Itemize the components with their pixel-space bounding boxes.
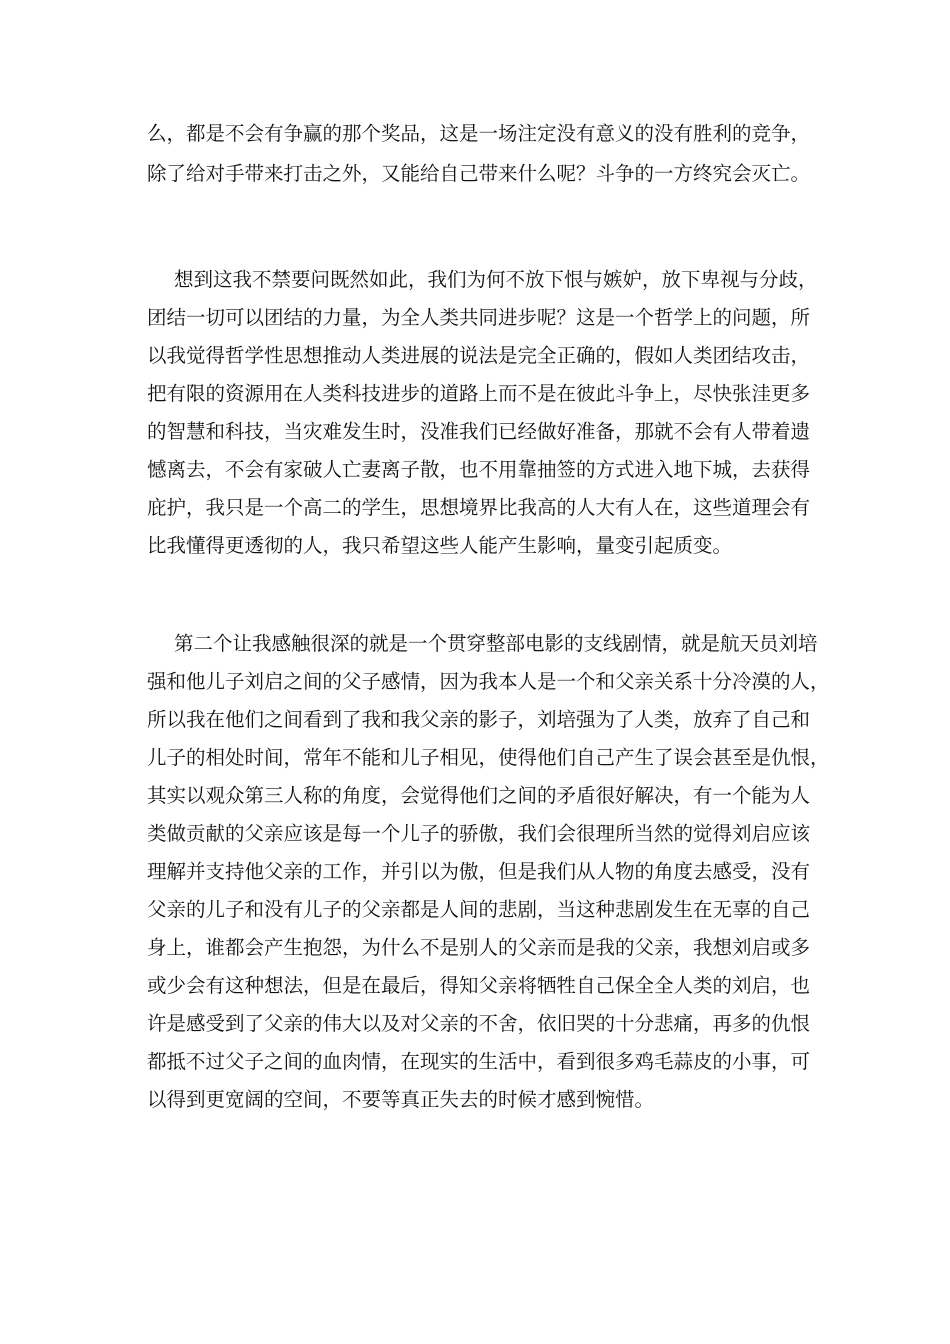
text-line: 父亲的儿子和没有儿子的父亲都是人间的悲剧，当这种悲剧发生在无辜的自己 [147, 898, 811, 921]
text-line: 都抵不过父子之间的血肉情，在现实的生活中，看到很多鸡毛蒜皮的小事，可 [147, 1050, 811, 1073]
text-line: 么，都是不会有争赢的那个奖品，这是一场注定没有意义的没有胜利的竞争， [147, 122, 811, 145]
text-line: 以得到更宽阔的空间，不要等真正失去的时候才感到惋惜。 [147, 1088, 655, 1111]
text-line: 理解并支持他父亲的工作，并引以为傲，但是我们从人物的角度去感受，没有 [147, 860, 811, 883]
text-line: 身上，谁都会产生抱怨，为什么不是别人的父亲而是我的父亲，我想刘启或多 [147, 936, 811, 959]
text-line: 比我懂得更透彻的人，我只希望这些人能产生影响，量变引起质变。 [147, 534, 733, 557]
text-line: 第二个让我感触很深的就是一个贯穿整部电影的支线剧情，就是航天员刘培 [174, 632, 818, 655]
text-line: 或少会有这种想法，但是在最后，得知父亲将牺牲自己保全全人类的刘启，也 [147, 974, 811, 997]
text-line: 的智慧和科技，当灾难发生时，没准我们已经做好准备，那就不会有人带着遗 [147, 420, 811, 443]
text-line: 儿子的相处时间，常年不能和儿子相见，使得他们自己产生了误会甚至是仇恨， [147, 746, 830, 769]
text-line: 类做贡献的父亲应该是每一个儿子的骄傲，我们会很理所当然的觉得刘启应该 [147, 822, 811, 845]
text-line: 庇护，我只是一个高二的学生，思想境界比我高的人大有人在，这些道理会有 [147, 496, 811, 519]
text-line: 团结一切可以团结的力量，为全人类共同进步呢？这是一个哲学上的问题，所 [147, 306, 811, 329]
text-line: 许是感受到了父亲的伟大以及对父亲的不舍，依旧哭的十分悲痛，再多的仇恨 [147, 1012, 811, 1035]
text-line: 憾离去，不会有家破人亡妻离子散，也不用靠抽签的方式进入地下城，去获得 [147, 458, 811, 481]
text-line: 强和他儿子刘启之间的父子感情，因为我本人是一个和父亲关系十分冷漠的人， [147, 670, 830, 693]
text-line: 想到这我不禁要问既然如此，我们为何不放下恨与嫉妒，放下卑视与分歧， [174, 268, 818, 291]
text-line: 所以我在他们之间看到了我和我父亲的影子，刘培强为了人类，放弃了自己和 [147, 708, 811, 731]
text-line: 把有限的资源用在人类科技进步的道路上而不是在彼此斗争上，尽快张洼更多 [147, 382, 811, 405]
text-line: 以我觉得哲学性思想推动人类进展的说法是完全正确的，假如人类团结攻击， [147, 344, 811, 367]
text-line: 除了给对手带来打击之外，又能给自己带来什么呢？斗争的一方终究会灭亡。 [147, 162, 811, 185]
text-line: 其实以观众第三人称的角度，会觉得他们之间的矛盾很好解决，有一个能为人 [147, 784, 811, 807]
